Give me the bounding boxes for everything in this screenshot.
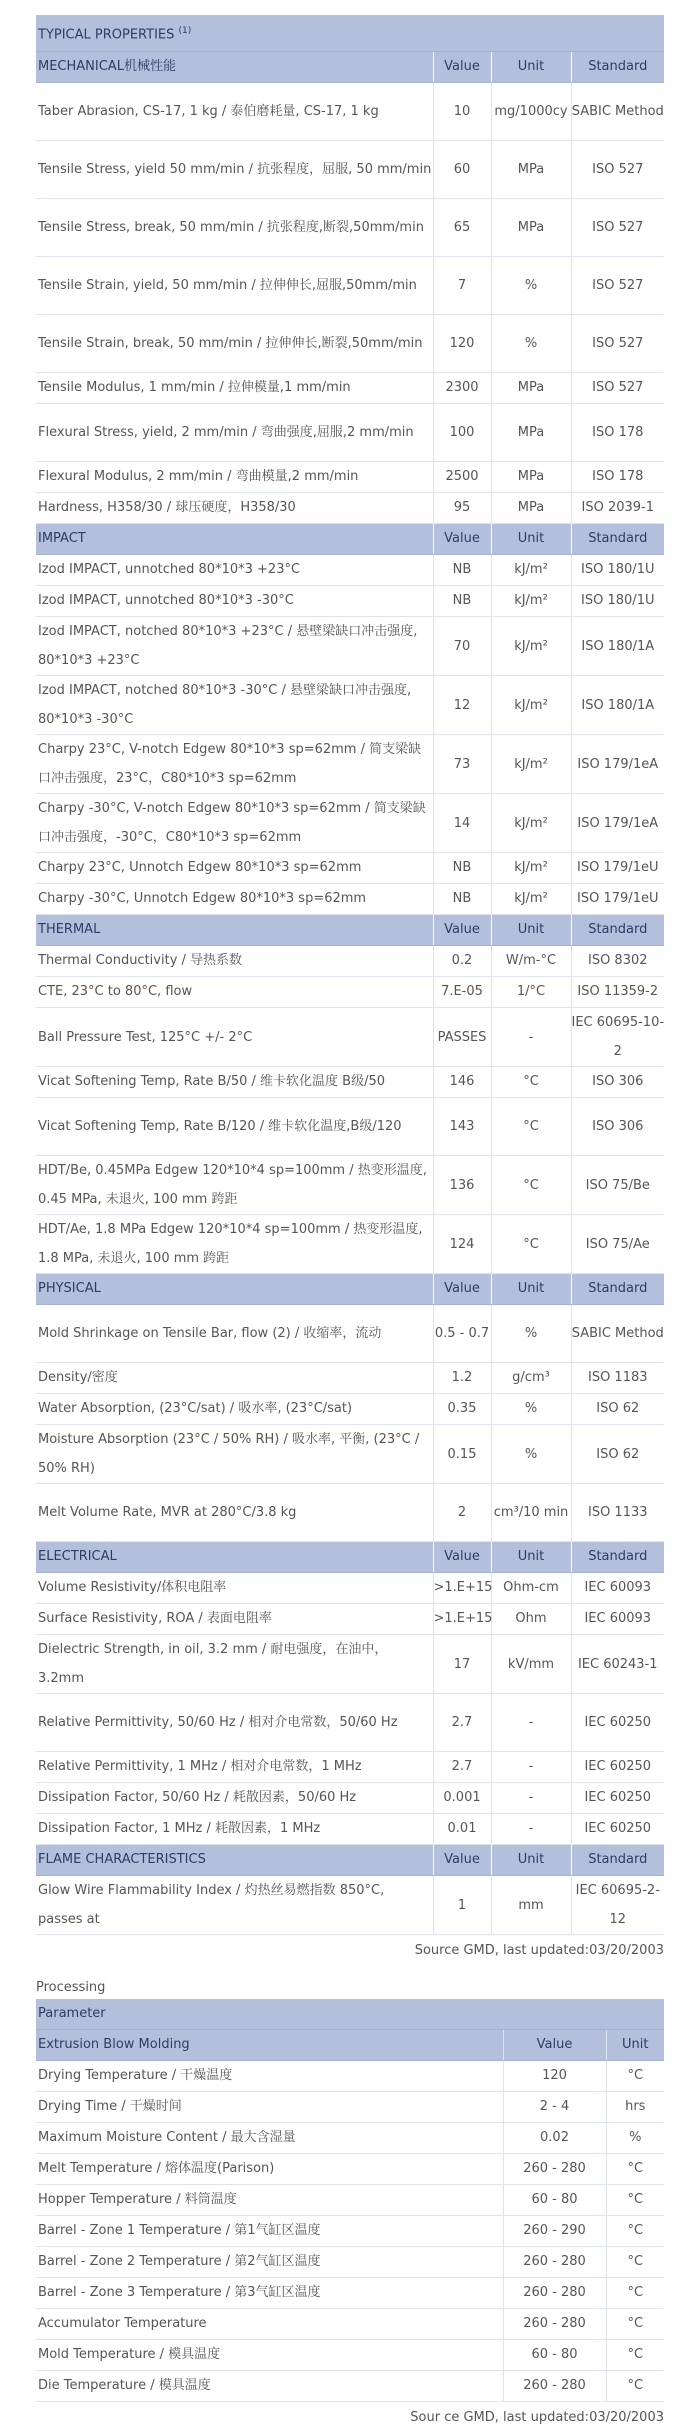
property-standard: ISO 179/1eA [571, 735, 664, 794]
property-standard: ISO 1183 [571, 1363, 664, 1394]
property-unit: % [491, 1305, 571, 1363]
table-row [36, 884, 664, 915]
property-standard: ISO 178 [571, 462, 664, 493]
parameter-unit: °C [606, 2247, 664, 2278]
parameter-name: Barrel - Zone 1 Temperature / 第1气缸区温度 [36, 2216, 503, 2247]
table-row [36, 315, 664, 373]
property-value: 120 [433, 315, 491, 373]
property-name: Vicat Softening Temp, Rate B/50 / 维卡软化温度 B级/50 [36, 1067, 433, 1098]
table-row [36, 2123, 664, 2154]
processing-group-row [36, 2030, 664, 2061]
col-unit-header: Unit [491, 1542, 571, 1573]
property-unit: °C [491, 1156, 571, 1215]
property-value: 1 [433, 1876, 491, 1935]
col-value-header: Value [433, 1274, 491, 1305]
property-name: Tensile Strain, yield, 50 mm/min / 拉伸伸长,屈服,50mm/min [36, 257, 433, 315]
property-name: Vicat Softening Temp, Rate B/120 / 维卡软化温度,B级/120 [36, 1098, 433, 1156]
table-row [36, 977, 664, 1008]
table-row [36, 462, 664, 493]
property-value: 136 [433, 1156, 491, 1215]
property-name: Tensile Modulus, 1 mm/min / 拉伸模量,1 mm/min [36, 373, 433, 404]
property-value: 143 [433, 1098, 491, 1156]
parameter-name: Die Temperature / 模具温度 [36, 2371, 503, 2402]
property-name: Izod IMPACT, unnotched 80*10*3 -30°C [36, 586, 433, 617]
property-value: 0.15 [433, 1425, 491, 1484]
parameter-name: Barrel - Zone 2 Temperature / 第2气缸区温度 [36, 2247, 503, 2278]
table-row [36, 1067, 664, 1098]
property-value: 14 [433, 794, 491, 853]
parameter-value: 60 - 80 [503, 2185, 606, 2216]
table-row [36, 373, 664, 404]
property-value: 0.5 - 0.7 [433, 1305, 491, 1363]
property-name: Charpy -30°C, V-notch Edgew 80*10*3 sp=62mm / 简支梁缺口冲击强度，-30°C，C80*10*3 sp=62mm [36, 794, 433, 853]
col-standard-header: Standard [571, 1845, 664, 1876]
property-name: Charpy -30°C, Unnotch Edgew 80*10*3 sp=62mm [36, 884, 433, 915]
parameter-value: 260 - 280 [503, 2278, 606, 2309]
property-standard: ISO 180/1U [571, 586, 664, 617]
section-name: IMPACT [36, 524, 433, 555]
section-name: MECHANICAL机械性能 [36, 52, 433, 83]
property-unit: kJ/m² [491, 555, 571, 586]
property-value: 0.2 [433, 946, 491, 977]
parameter-name: Melt Temperature / 熔体温度(Parison) [36, 2154, 503, 2185]
table-row [36, 2154, 664, 2185]
col-standard-header: Standard [571, 1274, 664, 1305]
property-standard: ISO 179/1eU [571, 853, 664, 884]
property-unit: MPa [491, 199, 571, 257]
table-row [36, 794, 664, 853]
property-value: NB [433, 555, 491, 586]
property-unit: kJ/m² [491, 884, 571, 915]
table-row [36, 1752, 664, 1783]
property-unit: g/cm³ [491, 1363, 571, 1394]
property-name: Charpy 23°C, Unnotch Edgew 80*10*3 sp=62mm [36, 853, 433, 884]
property-standard: IEC 60695-2-12 [571, 1876, 664, 1935]
col-unit-header: Unit [491, 915, 571, 946]
table-row [36, 2092, 664, 2123]
footnote-ref: (1) [178, 26, 192, 36]
table-row [36, 1694, 664, 1752]
section-name: THERMAL [36, 915, 433, 946]
property-value: 2500 [433, 462, 491, 493]
col-unit-header: Unit [491, 1845, 571, 1876]
property-value: 0.01 [433, 1814, 491, 1845]
col-unit-header: Unit [491, 1274, 571, 1305]
datasheet [36, 15, 664, 2433]
property-unit: MPa [491, 141, 571, 199]
property-value: 60 [433, 141, 491, 199]
typical-properties-title-row [36, 15, 664, 52]
table-row [36, 1215, 664, 1274]
table-row [36, 1156, 664, 1215]
property-standard: ISO 306 [571, 1098, 664, 1156]
table-row [36, 1783, 664, 1814]
property-value: >1.E+15 [433, 1573, 491, 1604]
parameter-name: Hopper Temperature / 料筒温度 [36, 2185, 503, 2216]
property-unit: kJ/m² [491, 617, 571, 676]
parameter-unit: °C [606, 2216, 664, 2247]
table-row [36, 404, 664, 462]
property-value: 73 [433, 735, 491, 794]
section-header-row [36, 1845, 664, 1876]
table-row [36, 141, 664, 199]
parameter-value: 60 - 80 [503, 2340, 606, 2371]
property-value: NB [433, 586, 491, 617]
property-value: 95 [433, 493, 491, 524]
property-unit: Ohm [491, 1604, 571, 1635]
parameter-unit: % [606, 2123, 664, 2154]
property-standard: ISO 178 [571, 404, 664, 462]
property-standard: ISO 306 [571, 1067, 664, 1098]
property-value: PASSES [433, 1008, 491, 1067]
table-row [36, 2185, 664, 2216]
property-unit: MPa [491, 462, 571, 493]
property-standard: ISO 179/1eA [571, 794, 664, 853]
parameter-value: 120 [503, 2061, 606, 2092]
table-row [36, 1814, 664, 1845]
parameter-value: 260 - 280 [503, 2154, 606, 2185]
property-name: Izod IMPACT, notched 80*10*3 +23°C / 悬壁梁缺口冲击强度, 80*10*3 +23°C [36, 617, 433, 676]
property-value: 7 [433, 257, 491, 315]
property-value: 12 [433, 676, 491, 735]
parameter-name: Barrel - Zone 3 Temperature / 第3气缸区温度 [36, 2278, 503, 2309]
property-unit: % [491, 1394, 571, 1425]
property-name: Flexural Modulus, 2 mm/min / 弯曲模量,2 mm/min [36, 462, 433, 493]
col-value-header: Value [433, 915, 491, 946]
table-row [36, 2278, 664, 2309]
property-name: Relative Permittivity, 50/60 Hz / 相对介电常数，50/60 Hz [36, 1694, 433, 1752]
parameter-name: Drying Temperature / 干燥温度 [36, 2061, 503, 2092]
section-header-row [36, 1274, 664, 1305]
table-row [36, 199, 664, 257]
section-name: ELECTRICAL [36, 1542, 433, 1573]
property-standard: ISO 62 [571, 1394, 664, 1425]
property-value: 70 [433, 617, 491, 676]
typical-properties-title-text: TYPICAL PROPERTIES [38, 27, 175, 43]
table-row [36, 555, 664, 586]
property-unit: °C [491, 1215, 571, 1274]
col-standard-header: Standard [571, 1542, 664, 1573]
property-standard: ISO 527 [571, 141, 664, 199]
table-row [36, 2061, 664, 2092]
parameter-value: 260 - 290 [503, 2216, 606, 2247]
parameter-unit: hrs [606, 2092, 664, 2123]
table-row [36, 853, 664, 884]
property-name: Relative Permittivity, 1 MHz / 相对介电常数，1 MHz [36, 1752, 433, 1783]
property-standard: IEC 60250 [571, 1694, 664, 1752]
property-value: >1.E+15 [433, 1604, 491, 1635]
col-unit-header: Unit [491, 52, 571, 83]
property-value: 0.35 [433, 1394, 491, 1425]
processing-header: Parameter [36, 1999, 664, 2030]
section-header-row [36, 1542, 664, 1573]
table-row [36, 2371, 664, 2402]
property-value: 2 [433, 1484, 491, 1542]
property-unit: °C [491, 1098, 571, 1156]
property-standard: ISO 527 [571, 199, 664, 257]
property-value: 100 [433, 404, 491, 462]
property-unit: % [491, 1425, 571, 1484]
property-name: Ball Pressure Test, 125°C +/- 2°C [36, 1008, 433, 1067]
property-name: Taber Abrasion, CS-17, 1 kg / 泰伯磨耗量, CS-17, 1 kg [36, 83, 433, 141]
property-standard: ISO 180/1A [571, 617, 664, 676]
properties-source-note: Source GMD, last updated:03/20/2003 [414, 1943, 664, 1959]
processing-group-name: Extrusion Blow Molding [36, 2030, 503, 2061]
property-standard: SABIC Method [571, 83, 664, 141]
property-unit: kJ/m² [491, 853, 571, 884]
property-name: Izod IMPACT, notched 80*10*3 -30°C / 悬壁梁缺口冲击强度, 80*10*3 -30°C [36, 676, 433, 735]
table-row [36, 1363, 664, 1394]
property-value: NB [433, 884, 491, 915]
property-name: Dissipation Factor, 1 MHz / 耗散因素，1 MHz [36, 1814, 433, 1845]
section-name: FLAME CHARACTERISTICS [36, 1845, 433, 1876]
property-standard: ISO 527 [571, 373, 664, 404]
property-name: HDT/Be, 0.45MPa Edgew 120*10*4 sp=100mm / 热变形温度, 0.45 MPa, 未退火, 100 mm 跨距 [36, 1156, 433, 1215]
table-row [36, 1425, 664, 1484]
col-value-header: Value [433, 1845, 491, 1876]
property-standard: ISO 180/1A [571, 676, 664, 735]
col-standard-header: Standard [571, 524, 664, 555]
property-unit: cm³/10 min [491, 1484, 571, 1542]
property-standard: ISO 75/Be [571, 1156, 664, 1215]
table-row [36, 1484, 664, 1542]
property-standard: IEC 60093 [571, 1604, 664, 1635]
col-standard-header: Standard [571, 52, 664, 83]
property-unit: - [491, 1694, 571, 1752]
property-name: Tensile Stress, yield 50 mm/min / 抗张程度，屈服, 50 mm/min [36, 141, 433, 199]
parameter-value: 260 - 280 [503, 2371, 606, 2402]
table-row [36, 83, 664, 141]
property-standard: ISO 527 [571, 257, 664, 315]
property-value: 2.7 [433, 1752, 491, 1783]
property-name: Thermal Conductivity / 导热系数 [36, 946, 433, 977]
property-unit: - [491, 1008, 571, 1067]
processing-source-note: Sour ce GMD, last updated:03/20/2003 [410, 2410, 664, 2426]
parameter-unit: °C [606, 2061, 664, 2092]
table-row [36, 2309, 664, 2340]
property-value: 0.001 [433, 1783, 491, 1814]
property-unit: W/m-°C [491, 946, 571, 977]
property-unit: kJ/m² [491, 676, 571, 735]
property-standard: ISO 179/1eU [571, 884, 664, 915]
table-row [36, 946, 664, 977]
property-name: Dielectric Strength, in oil, 3.2 mm / 耐电强度，在油中，3.2mm [36, 1635, 433, 1694]
processing-header-row [36, 1999, 664, 2030]
property-unit: kJ/m² [491, 735, 571, 794]
property-unit: MPa [491, 373, 571, 404]
property-unit: 1/°C [491, 977, 571, 1008]
typical-properties-title [36, 15, 664, 52]
property-name: Surface Resistivity, ROA / 表面电阻率 [36, 1604, 433, 1635]
property-standard: ISO 180/1U [571, 555, 664, 586]
parameter-unit: °C [606, 2154, 664, 2185]
section-header-row [36, 524, 664, 555]
property-unit: Ohm-cm [491, 1573, 571, 1604]
table-row [36, 617, 664, 676]
property-name: Tensile Strain, break, 50 mm/min / 拉伸伸长,断裂,50mm/min [36, 315, 433, 373]
property-name: Tensile Stress, break, 50 mm/min / 抗张程度,断裂,50mm/min [36, 199, 433, 257]
parameter-value: 2 - 4 [503, 2092, 606, 2123]
col-unit-header: Unit [491, 524, 571, 555]
property-value: 17 [433, 1635, 491, 1694]
section-header-row [36, 52, 664, 83]
property-name: Water Absorption, (23°C/sat) / 吸水率, (23°C/sat) [36, 1394, 433, 1425]
property-standard: IEC 60093 [571, 1573, 664, 1604]
section-header-row [36, 915, 664, 946]
table-row [36, 2247, 664, 2278]
property-name: Volume Resistivity/体积电阻率 [36, 1573, 433, 1604]
property-unit: mg/1000cy [491, 83, 571, 141]
table-row [36, 1573, 664, 1604]
property-name: Moisture Absorption (23°C / 50% RH) / 吸水率, 平衡, (23°C / 50% RH) [36, 1425, 433, 1484]
property-standard: ISO 75/Ae [571, 1215, 664, 1274]
table-row [36, 1876, 664, 1935]
property-value: 2300 [433, 373, 491, 404]
processing-col-unit: Unit [606, 2030, 664, 2061]
table-row [36, 1008, 664, 1067]
property-value: 7.E-05 [433, 977, 491, 1008]
parameter-name: Mold Temperature / 模具温度 [36, 2340, 503, 2371]
property-standard: SABIC Method [571, 1305, 664, 1363]
property-name: Dissipation Factor, 50/60 Hz / 耗散因素，50/60 Hz [36, 1783, 433, 1814]
property-unit: mm [491, 1876, 571, 1935]
parameter-unit: °C [606, 2340, 664, 2371]
property-unit: kJ/m² [491, 586, 571, 617]
parameter-unit: °C [606, 2371, 664, 2402]
property-standard: IEC 60250 [571, 1752, 664, 1783]
property-name: Mold Shrinkage on Tensile Bar, flow (2) / 收缩率，流动 [36, 1305, 433, 1363]
property-name: Izod IMPACT, unnotched 80*10*3 +23°C [36, 555, 433, 586]
table-row [36, 2216, 664, 2247]
parameter-name: Maximum Moisture Content / 最大含湿量 [36, 2123, 503, 2154]
property-name: Hardness, H358/30 / 球压硬度，H358/30 [36, 493, 433, 524]
table-row [36, 1305, 664, 1363]
property-name: Melt Volume Rate, MVR at 280°C/3.8 kg [36, 1484, 433, 1542]
property-value: 146 [433, 1067, 491, 1098]
property-unit: MPa [491, 404, 571, 462]
col-value-header: Value [433, 524, 491, 555]
property-value: 10 [433, 83, 491, 141]
parameter-unit: °C [606, 2185, 664, 2216]
typical-properties-table [36, 15, 664, 1935]
property-standard: IEC 60243-1 [571, 1635, 664, 1694]
processing-label: Processing [36, 1980, 106, 1996]
col-standard-header: Standard [571, 915, 664, 946]
property-unit: - [491, 1752, 571, 1783]
property-unit: - [491, 1814, 571, 1845]
property-standard: ISO 2039-1 [571, 493, 664, 524]
property-unit: % [491, 315, 571, 373]
parameter-name: Accumulator Temperature [36, 2309, 503, 2340]
property-name: HDT/Ae, 1.8 MPa Edgew 120*10*4 sp=100mm / 热变形温度, 1.8 MPa, 未退火, 100 mm 跨距 [36, 1215, 433, 1274]
property-value: 2.7 [433, 1694, 491, 1752]
property-unit: kJ/m² [491, 794, 571, 853]
section-name: PHYSICAL [36, 1274, 433, 1305]
processing-col-value: Value [503, 2030, 606, 2061]
table-row [36, 1604, 664, 1635]
parameter-value: 260 - 280 [503, 2247, 606, 2278]
parameter-unit: °C [606, 2278, 664, 2309]
col-value-header: Value [433, 52, 491, 83]
processing-table [36, 1999, 664, 2402]
property-standard: IEC 60250 [571, 1814, 664, 1845]
property-standard: ISO 11359-2 [571, 977, 664, 1008]
parameter-unit: °C [606, 2309, 664, 2340]
property-standard: IEC 60695-10-2 [571, 1008, 664, 1067]
parameter-value: 0.02 [503, 2123, 606, 2154]
property-name: Charpy 23°C, V-notch Edgew 80*10*3 sp=62mm / 简支梁缺口冲击强度，23°C，C80*10*3 sp=62mm [36, 735, 433, 794]
table-row [36, 676, 664, 735]
property-standard: IEC 60250 [571, 1783, 664, 1814]
table-row [36, 2340, 664, 2371]
property-standard: ISO 527 [571, 315, 664, 373]
property-standard: ISO 1133 [571, 1484, 664, 1542]
table-row [36, 586, 664, 617]
table-row [36, 735, 664, 794]
property-name: CTE, 23°C to 80°C, flow [36, 977, 433, 1008]
property-name: Density/密度 [36, 1363, 433, 1394]
property-name: Flexural Stress, yield, 2 mm/min / 弯曲强度,屈服,2 mm/min [36, 404, 433, 462]
property-unit: MPa [491, 493, 571, 524]
property-unit: % [491, 257, 571, 315]
property-standard: ISO 62 [571, 1425, 664, 1484]
table-row [36, 1394, 664, 1425]
property-value: NB [433, 853, 491, 884]
property-value: 65 [433, 199, 491, 257]
property-name: Glow Wire Flammability Index / 灼热丝易燃指数 850°C, passes at [36, 1876, 433, 1935]
table-row [36, 493, 664, 524]
property-standard: ISO 8302 [571, 946, 664, 977]
table-row [36, 257, 664, 315]
col-value-header: Value [433, 1542, 491, 1573]
property-unit: kV/mm [491, 1635, 571, 1694]
table-row [36, 1635, 664, 1694]
property-unit: - [491, 1783, 571, 1814]
parameter-name: Drying Time / 干燥时间 [36, 2092, 503, 2123]
property-unit: °C [491, 1067, 571, 1098]
property-value: 124 [433, 1215, 491, 1274]
parameter-value: 260 - 280 [503, 2309, 606, 2340]
table-row [36, 1098, 664, 1156]
property-value: 1.2 [433, 1363, 491, 1394]
